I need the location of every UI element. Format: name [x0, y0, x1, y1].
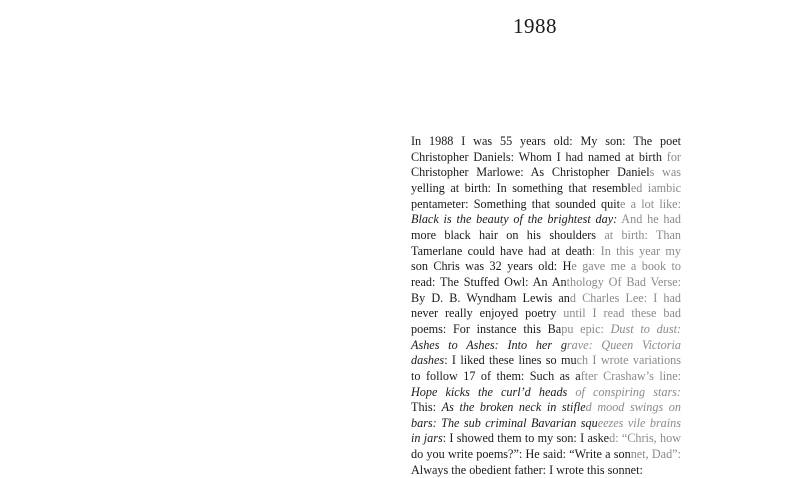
poem-text-segment: pu epic: [561, 321, 611, 336]
poem-text-segment: of conspiring stars: [575, 384, 681, 399]
poem-body [411, 134, 681, 478]
poem-text-segment: d Charles Lee: I had [569, 290, 681, 305]
poem-text-segment: ch I wrote variations [576, 353, 681, 368]
poem-text-segment: Christopher Daniels: Whom I had named at birth [411, 149, 667, 164]
poem-text-segment: son Chris was 32 years old: H [411, 259, 572, 274]
poem-line [411, 275, 681, 291]
poem-text-segment: As the broken neck in stifle [441, 400, 586, 415]
poem-line [411, 385, 681, 401]
poem-text-segment: And he had [617, 212, 681, 227]
poem-text-segment: : In this year my [591, 243, 681, 258]
poem-line [411, 416, 681, 432]
poem-text-segment: Ashes to Ashes: Into her g [411, 337, 567, 352]
poem-text-segment: pentameter: Something that sounded quit [411, 196, 621, 211]
poem-text-segment: Tamerlane could have had at death [411, 243, 592, 258]
poem-line [411, 212, 681, 228]
poem-text-segment: until I read these bad [563, 306, 681, 321]
poem-text-segment: read: The Stuffed Owl: An An [411, 274, 567, 289]
poem-text-segment: for [666, 149, 681, 164]
poem-line [411, 134, 681, 150]
poem-line [411, 463, 681, 478]
poem-text-segment: Christopher Marlowe: As Christopher Daniel [411, 165, 650, 180]
poem-line [411, 181, 681, 197]
poem-text-segment: d: “Chris, how [609, 431, 682, 446]
poem-text-segment: d mood swings on [585, 400, 681, 415]
poem-line [411, 400, 681, 416]
poem-text-segment: s was [649, 165, 681, 180]
poem-text-segment: do you write poems?”: He said: “Write a son [411, 447, 631, 462]
page-title: 1988 [513, 14, 557, 38]
poem-text-segment: : I showed them to my son: I aske [442, 431, 610, 446]
poem-line [411, 306, 681, 322]
poem-line [411, 447, 681, 463]
poem-text-segment: e gave me a book to [571, 259, 681, 274]
poem-text-segment: to follow 17 of them: Such as a [411, 368, 581, 383]
poem-text-segment: ed iambic [630, 180, 681, 195]
poem-text-segment: never really enjoyed poetry [411, 306, 564, 321]
poem-text-segment: This: [411, 400, 442, 415]
poem-text-segment: rave: Queen Victoria [566, 337, 681, 352]
poem-text-segment: e a lot like: [620, 196, 681, 211]
poem-line [411, 244, 681, 260]
poem-line [411, 165, 681, 181]
poem-text-segment: at birth: Than [604, 227, 681, 242]
poem-text-segment: Hope kicks the curl’d heads [411, 384, 576, 399]
poem-text-segment: Black is the beauty of the brightest day: [411, 212, 618, 227]
poem-line [411, 431, 681, 447]
poem-text-segment: net, Dad”: [630, 447, 681, 462]
poem-line [411, 353, 681, 369]
poem-line [411, 150, 681, 166]
poem-text-segment: more black hair on his shoulders [411, 227, 605, 242]
poem-line [411, 228, 681, 244]
poem-text-segment: in jars [411, 431, 443, 446]
poem-text-segment: dashes [411, 353, 445, 368]
poem-line [411, 338, 681, 354]
poem-line [411, 197, 681, 213]
poem-text-segment: yelling at birth: In something that resembl [411, 180, 631, 195]
poem-text-segment: poems: For instance this Ba [411, 321, 562, 336]
poem-text-segment: thology Of Bad Verse: [566, 274, 682, 289]
poem-line [411, 291, 681, 307]
poem-text-segment: bars: The sub criminal Bavarian squ [411, 415, 598, 430]
poem-text-segment: fter Crashaw’s line: [580, 368, 681, 383]
poem-text-segment: Always the obedient father: I wrote this sonnet: [411, 462, 643, 477]
poem-line [411, 322, 681, 338]
poem-text-segment: By D. B. Wyndham Lewis an [411, 290, 570, 305]
poem-text-segment: Dust to dust: [610, 321, 682, 336]
poem-line [411, 369, 681, 385]
poem-text-segment: eezes vile brains [597, 415, 682, 430]
poem-line [411, 259, 681, 275]
poem-text-segment: In 1988 I was 55 years old: My son: The poet [411, 134, 681, 148]
poem-text-segment: : I liked these lines so mu [444, 353, 577, 368]
